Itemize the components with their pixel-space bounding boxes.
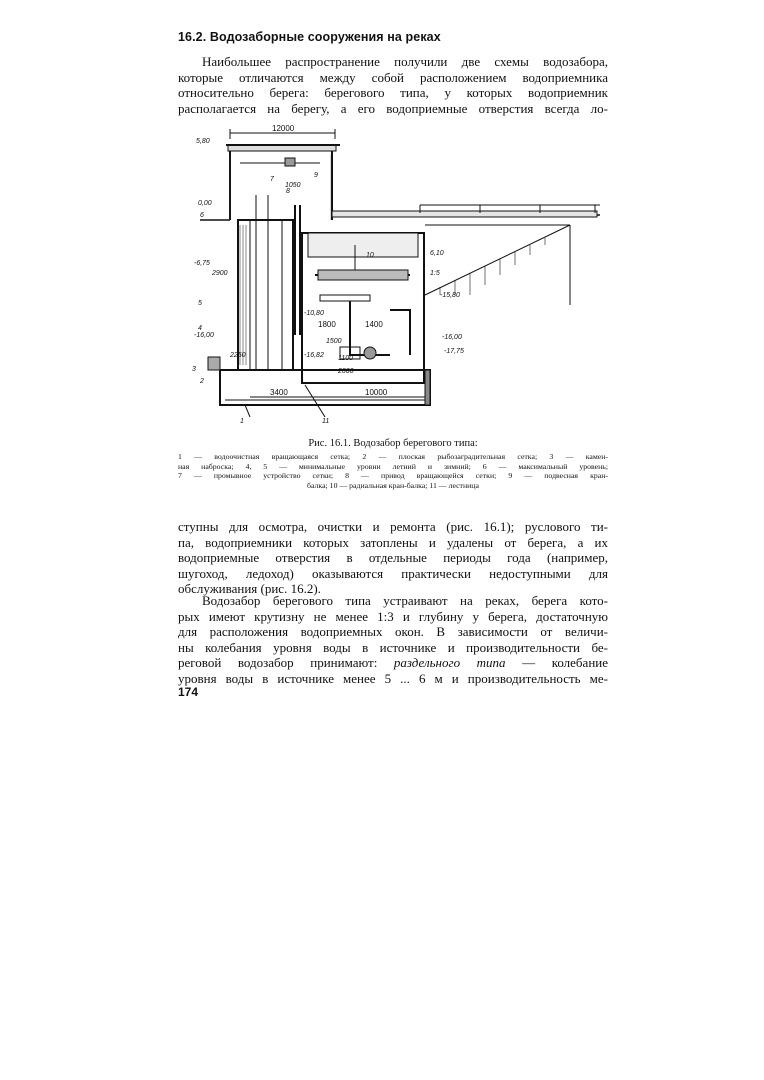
text-fragment: реговой водозабор принимают: [178,655,394,670]
elev-right-610: 6,10 [430,250,444,257]
legend-line: 7 — промывное устройство сетки; 8 — привод вращающейся сетки; 9 — подвесная кран- [178,471,608,480]
callout-6: 6 [200,212,204,219]
dim-bottom-left: 3400 [270,388,288,397]
callout-9: 9 [314,172,318,179]
paragraph-intro [178,54,608,116]
dim-pipe-1800: 1800 [318,320,336,329]
page-number: 174 [178,685,199,699]
elev-right-1580: -15,80 [440,292,460,299]
dim-height-2250: 2250 [230,352,246,359]
callout-1: 1 [240,418,244,425]
text-line: па, водоприемники которых затоплены и удалены от берега, а их [178,534,608,550]
paragraph-continuation [178,519,608,597]
text-line: водоприемные отверстия в отдельные периоды года (например, [178,550,608,565]
text-line: уровня воды в источнике менее 5 ... 6 м и производительность ме- [178,670,608,686]
dim-height-2000: 2000 [338,368,354,375]
elev-right-1775: -17,75 [444,348,464,355]
text-fragment: — колебание [505,655,609,670]
elev-mid-1080: -10,80 [304,310,324,317]
dim-height-2900: 2900 [212,270,228,277]
callout-3: 3 [192,366,196,373]
elev-left-1600: -16,00 [194,332,214,339]
water-intake-drawing [190,125,610,425]
emphasis-term: раздельного типа [393,655,506,670]
text-line [178,655,608,671]
figure-caption-title: Рис. 16.1. Водозабор берегового типа: [308,438,478,449]
dim-top-width: 12000 [272,125,295,133]
legend-line: балка; 10 — радиальная кран-балка; 11 — лестница [307,480,479,490]
callout-10: 10 [366,252,374,259]
callout-4: 4 [198,325,202,332]
section-heading: 16.2. Водозаборные сооружения на реках [178,30,441,44]
dim-height-1500: 1500 [326,338,342,345]
text-line: располагается на берегу, а его водоприемные отверстия всегда ло- [178,100,608,116]
elev-mid-1682: -16,82 [304,352,324,359]
text-line: шугоход, ледоход) оказываются практически недоступными для [178,565,608,581]
paragraph-shore-type [178,593,608,686]
legend-line: 1 — водоочистная вращающаяся сетка; 2 — плоская рыбозаградительная сетка; 3 — камен- [178,452,608,461]
callout-8: 8 [286,188,290,195]
dim-pipe-1400: 1400 [365,320,383,329]
text-line: рых имеют крутизну не менее 1:3 и глубину у берега, достаточную [178,608,608,624]
elev-right-1600: -16,00 [442,334,462,341]
elev-zero: 0,00 [198,200,212,207]
text-line: ны колебания уровня воды в источнике и производительности бе- [178,639,608,655]
figure-caption-legend [178,452,608,490]
elev-top: 5,80 [196,138,210,145]
dim-height-1050: 1050 [285,182,301,189]
slope-ratio: 1:5 [430,270,440,277]
dim-bottom-right: 10000 [365,388,388,397]
text-line: которые отличаются между собой расположением водоприемника [178,69,608,85]
text-line: Наибольшее распространение получили две схемы водозабора, [202,54,608,69]
callout-5: 5 [198,300,202,307]
text-line: относительно берега: берегового типа, у которых водоприемник [178,85,608,100]
callout-2: 2 [200,378,204,385]
text-line: ступны для осмотра, очистки и ремонта (рис. 16.1); руслового ти- [178,519,608,534]
text-line: обслуживания (рис. 16.2). [178,581,321,596]
elev-left-675: -6,75 [194,260,210,267]
dim-height-1100: 1100 [338,355,354,362]
callout-7: 7 [270,176,274,183]
callout-11: 11 [322,418,330,425]
legend-line: ная наброска; 4, 5 — минимальные уровни летний и зимний; 6 — максимальный уровень; [178,461,608,471]
text-line: для расположения водоприемных окон. В зависимости от величи- [178,624,608,639]
text-line: Водозабор берегового типа устраивают на реках, берега кото- [202,593,608,608]
